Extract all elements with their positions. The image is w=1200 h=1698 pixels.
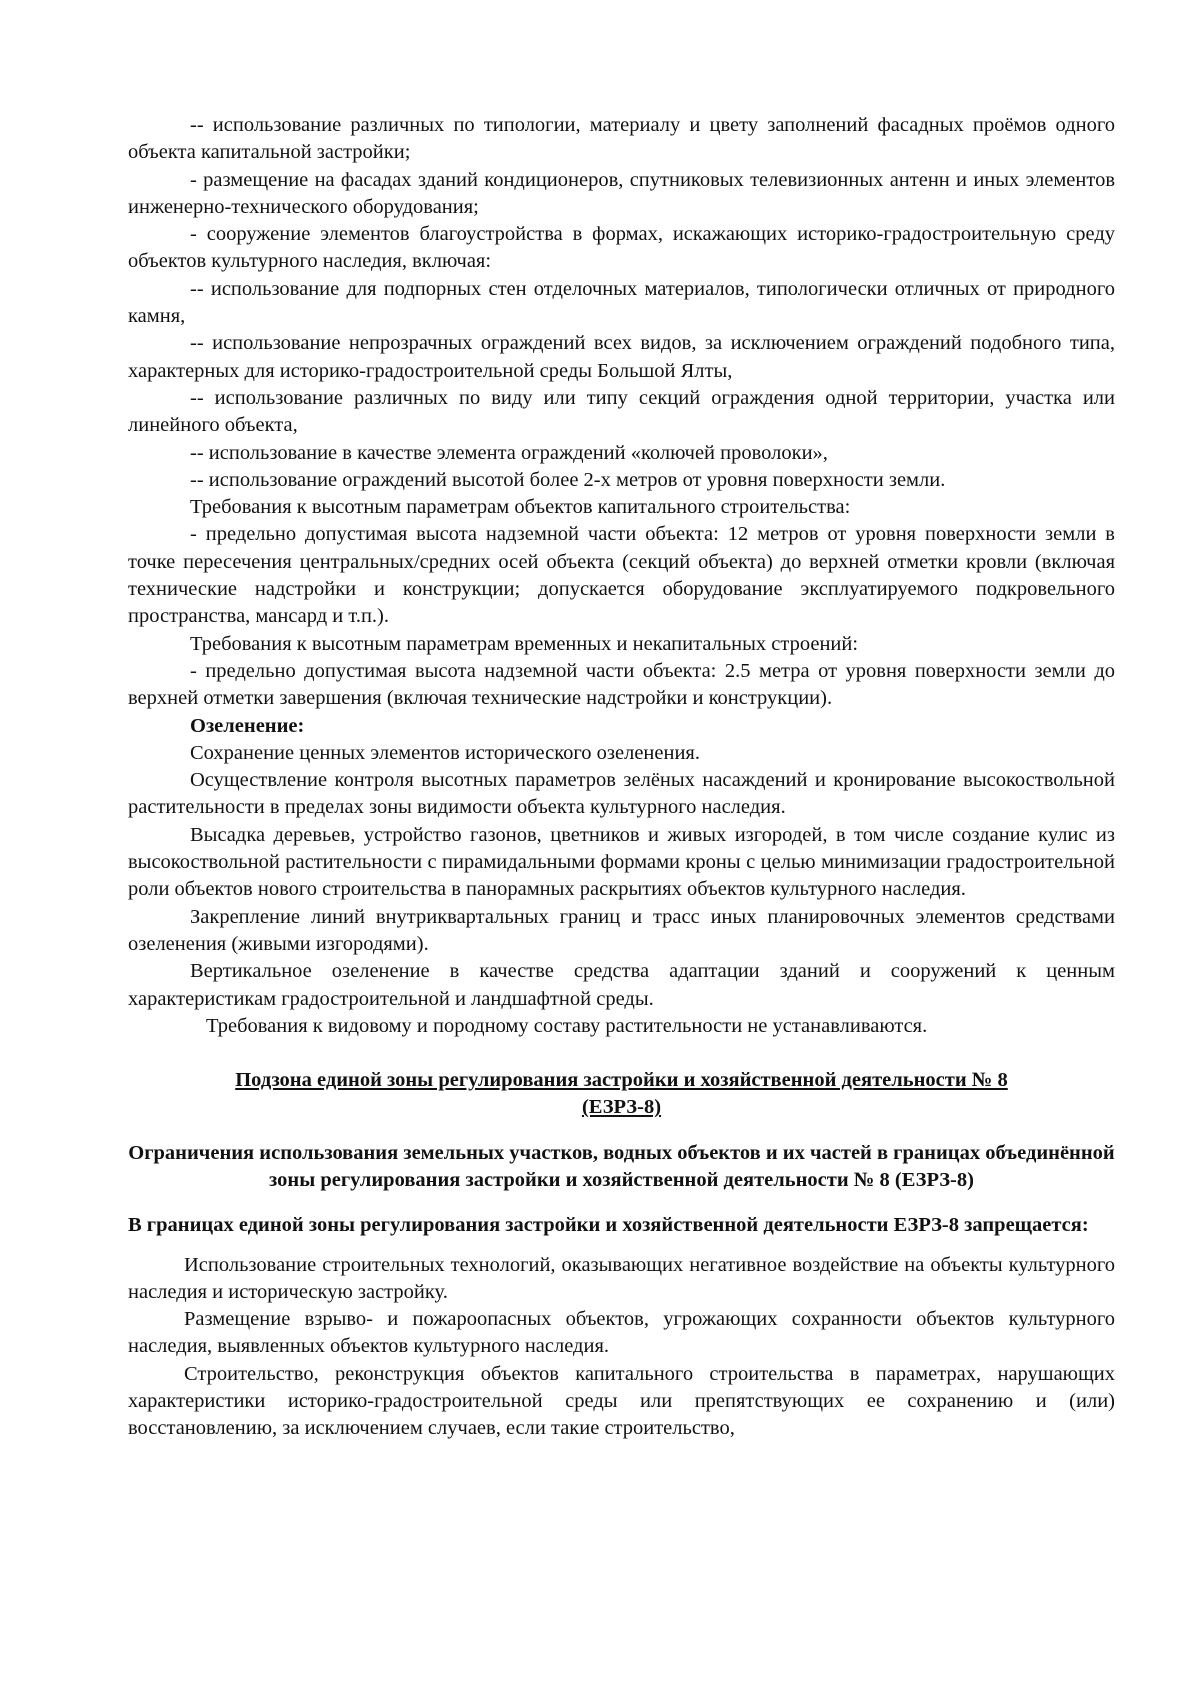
paragraph-opaque-fences: -- использование непрозрачных ограждений всех видов, за исключением ограждений подобного типа, характерных для историко-градостроительной среды Большой Ялты,	[128, 332, 1115, 382]
paragraph-barbed-wire: -- использование в качестве элемента ограждений «колючей проволоки»,	[190, 441, 828, 464]
paragraph-greening-preserve: Сохранение ценных элементов исторического озеленения.	[190, 741, 700, 764]
paragraph-landscaping-elements: - сооружение элементов благоустройства в формах, искажающих историко-градостроительную среду объектов культурного наследия, включая:	[128, 223, 1115, 273]
subzone-title	[128, 1067, 1115, 1122]
restrictions-title: Ограничения использования земельных участков, водных объектов и их частей в границах объединённой зоны регулирования застройки и хозяйственной деятельности № 8 (ЕЗРЗ-8)	[128, 1141, 1115, 1191]
paragraph-height-requirements-capital: Требования к высотным параметрам объектов капитального строительства:	[190, 496, 851, 519]
greening-heading: Озеленение:	[190, 714, 305, 737]
paragraph-fence-height: -- использование ограждений высотой более 2-х метров от уровня поверхности земли.	[190, 468, 946, 491]
paragraph-construction-reconstruction: Строительство, реконструкция объектов капитального строительства в параметрах, нарушающих характеристики историко-градостроительной среды или препятствующих ее сохранению и (или) восстановлению, за исключением случаев, если такие строительство,	[128, 1362, 1115, 1440]
within-heading: В границах единой зоны регулирования застройки и хозяйственной деятельности ЕЗРЗ-8 запрещается:	[128, 1214, 1089, 1237]
paragraph-height-requirements-temporary: Требования к высотным параметрам временных и некапитальных строений:	[190, 632, 859, 655]
paragraph-max-height-capital: - предельно допустимая высота надземной части объекта: 12 метров от уровня поверхности земли в точке пересечения центральных/средних осей объекта (секций объекта) до верхней отметки кровли (включая технические надстройки и конструкции; допускается оборудование эксплуатируемого подкровельного пространства, мансард и т.п.).	[128, 523, 1115, 628]
paragraph-max-height-temporary: - предельно допустимая высота надземной части объекта: 2.5 метра от уровня поверхности земли до верхней отметки завершения (включая технические надстройки и конструкции).	[128, 659, 1115, 710]
paragraph-fence-sections: -- использование различных по виду или типу секций ограждения одной территории, участка или линейного объекта,	[128, 386, 1115, 437]
paragraph-facade-equipment: - размещение на фасадах зданий кондиционеров, спутниковых телевизионных антенн и иных элементов инженерно-технического оборудования;	[128, 168, 1115, 218]
paragraph-facade-openings: -- использование различных по типологии, материалу и цвету заполнений фасадных проёмов одного объекта капитальной застройки;	[128, 114, 1115, 164]
subzone-title-line2: (ЕЗРЗ-8)	[581, 1096, 662, 1119]
paragraph-greening-species: Требования к видовому и породному составу растительности не устанавливаются.	[206, 1014, 928, 1037]
paragraph-greening-height-control: Осуществление контроля высотных параметров зелёных насаждений и кронирование высокоствольной растительности в пределах зоны видимости объекта культурного наследия.	[128, 769, 1115, 819]
paragraph-hazardous-objects: Размещение взрыво- и пожароопасных объектов, угрожающих сохранности объектов культурного наследия, выявленных объектов культурного наследия.	[128, 1308, 1115, 1358]
paragraph-greening-vertical: Вертикальное озеленение в качестве средства адаптации зданий и сооружений к ценным характеристикам градостроительной и ландшафтной среды.	[128, 960, 1115, 1010]
subzone-title-line1: Подзона единой зоны регулирования застройки и хозяйственной деятельности № 8	[235, 1069, 1008, 1092]
paragraph-construction-technologies: Использование строительных технологий, оказывающих негативное воздействие на объекты культурного наследия и историческую застройку.	[128, 1253, 1115, 1303]
paragraph-retaining-walls: -- использование для подпорных стен отделочных материалов, типологически отличных от природного камня,	[128, 277, 1115, 328]
paragraph-greening-hedges: Закрепление линий внутриквартальных границ и трасс иных планировочных элементов средствами озеленения (живыми изгородями).	[128, 905, 1115, 955]
paragraph-greening-planting: Высадка деревьев, устройство газонов, цветников и живых изгородей, в том числе создание кулис из высокоствольной растительности с пирамидальными формами кроны с целью минимизации градостроительной роли объектов нового строительства в панорамных раскрытиях объектов культурного наследия.	[128, 823, 1115, 901]
